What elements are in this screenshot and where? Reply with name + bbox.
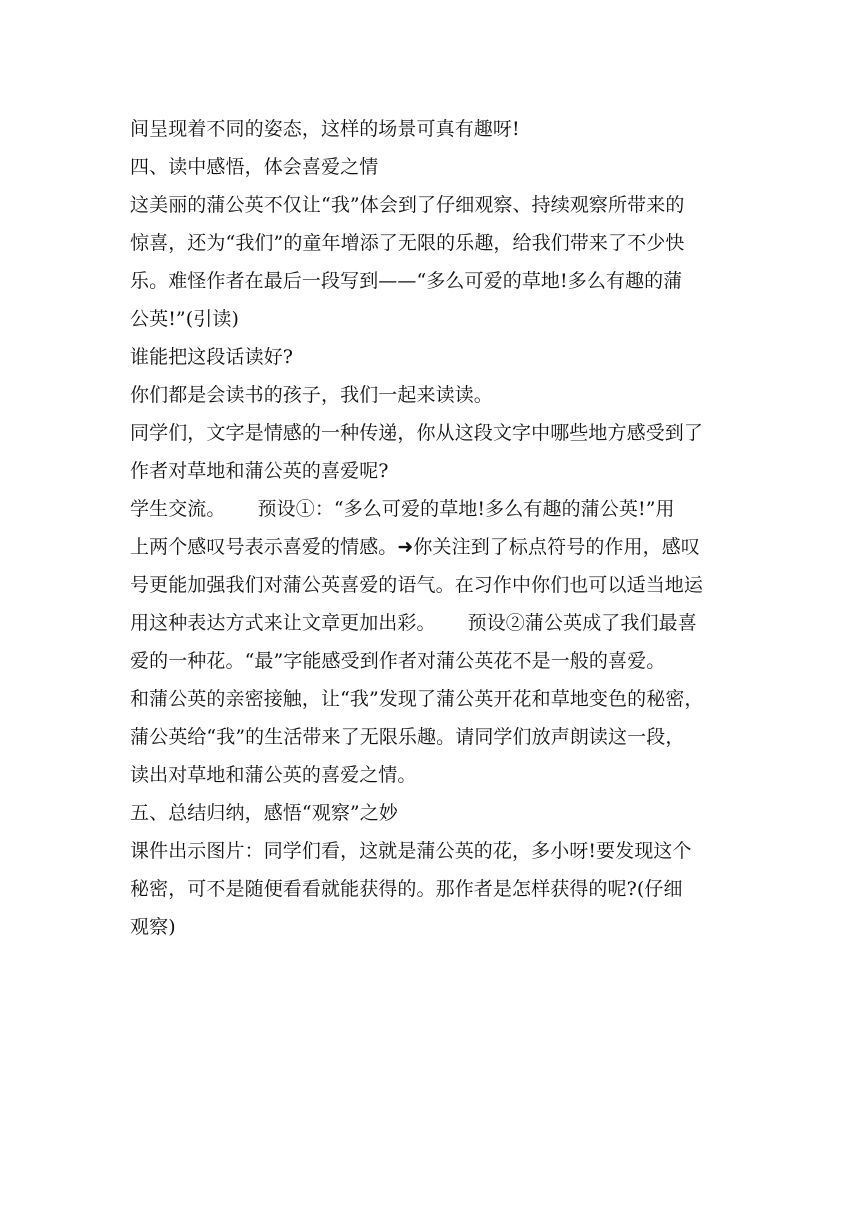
- text-line: 秘密，可不是随便看看就能获得的。那作者是怎样获得的呢?(仔细: [130, 878, 683, 900]
- text-segment: 用这种表达方式来让文章更加出彩。: [130, 612, 436, 634]
- text-line: 和蒲公英的亲密接触，让“我”发现了蒲公英开花和草地变色的秘密，: [130, 688, 704, 710]
- text-line: 间呈现着不同的姿态，这样的场景可真有趣呀!: [130, 118, 520, 140]
- text-line: 号更能加强我们对蒲公英喜爱的语气。在习作中你们也可以适当地运: [130, 574, 704, 596]
- text-line: 作者对草地和蒲公英的喜爱呢?: [130, 460, 389, 482]
- text-line-combined: [130, 490, 738, 528]
- text-line-combined: [130, 604, 738, 642]
- text-line: 同学们，文字是情感的一种传递，你从这段文字中哪些地方感受到了: [130, 422, 704, 444]
- section-heading: 四、读中感悟，体会喜爱之情: [130, 156, 379, 178]
- text-line: 读出对草地和蒲公英的喜爱之情。: [130, 764, 417, 786]
- text-line: 乐。难怪作者在最后一段写到——“多么可爱的草地!多么有趣的蒲: [130, 270, 683, 292]
- text-segment: 预设②蒲公英成了我们最喜: [467, 612, 697, 634]
- text-line: 谁能把这段话读好?: [130, 346, 294, 368]
- text-segment: 预设①：“多么可爱的草地!多么有趣的蒲公英!”用: [257, 498, 675, 520]
- text-line: 这美丽的蒲公英不仅让“我”体会到了仔细观察、持续观察所带来的: [130, 194, 685, 216]
- text-line: 蒲公英给“我”的生活带来了无限乐趣。请同学们放声朗读这一段，: [130, 726, 685, 748]
- section-heading: 五、总结归纳，感悟“观察”之妙: [130, 802, 398, 824]
- text-line: 爱的一种花。“最”字能感受到作者对蒲公英花不是一般的喜爱。: [130, 650, 666, 672]
- text-line: 惊喜，还为“我们”的童年增添了无限的乐趣，给我们带来了不少快: [130, 232, 685, 254]
- text-segment: 学生交流。: [130, 498, 226, 520]
- text-line: 你们都是会读书的孩子，我们一起来读读。: [130, 384, 493, 406]
- text-line: 上两个感叹号表示喜爱的情感。➜你关注到了标点符号的作用，感叹: [130, 536, 700, 558]
- text-line: 观察): [130, 916, 176, 938]
- text-line: 公英!”(引读): [130, 308, 239, 330]
- text-line: 课件出示图片：同学们看，这就是蒲公英的花，多小呀!要发现这个: [130, 840, 692, 862]
